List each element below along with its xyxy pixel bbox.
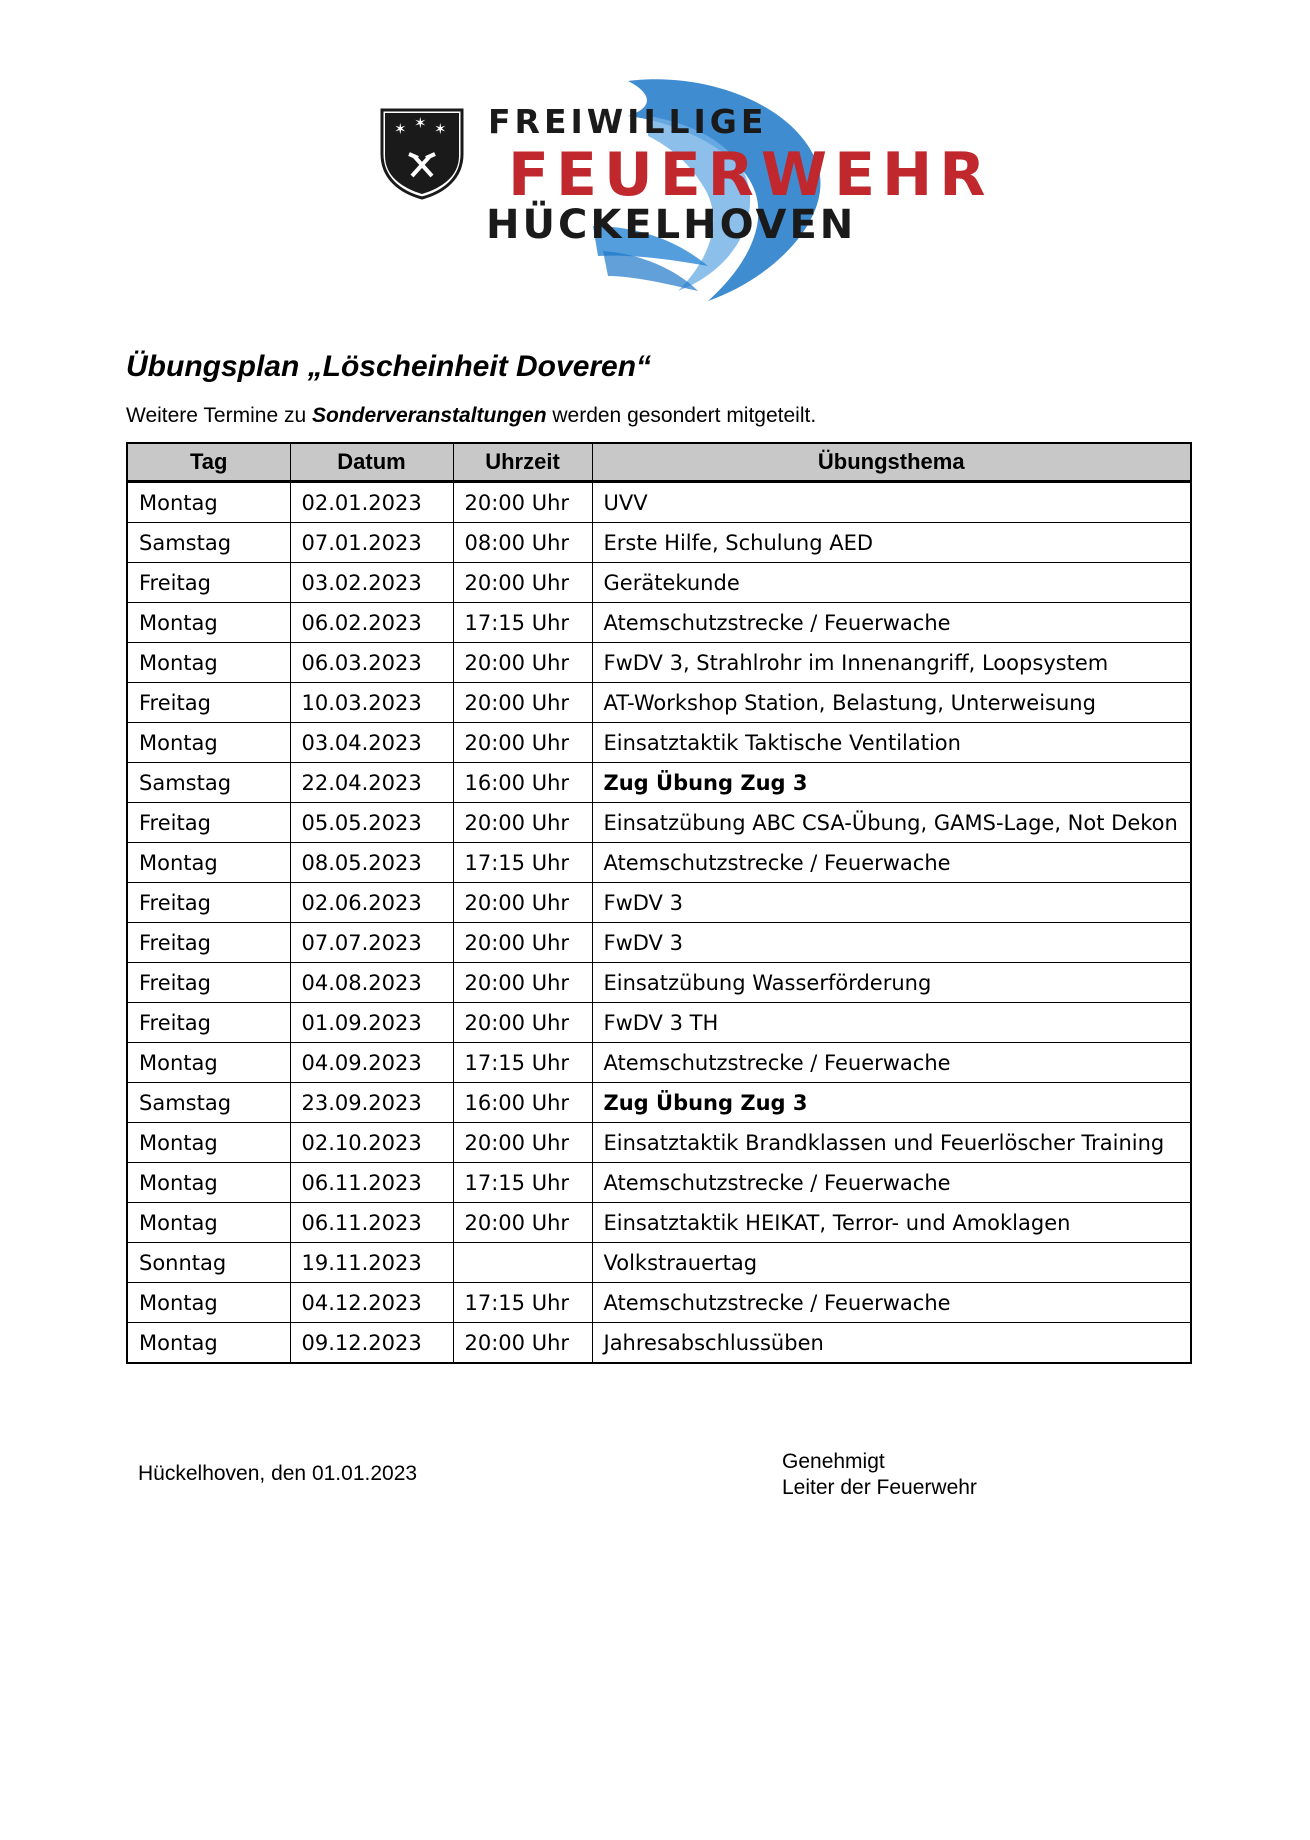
cell-thema: FwDV 3, Strahlrohr im Innenangriff, Loopsystem <box>592 643 1191 683</box>
cell-datum: 19.11.2023 <box>290 1243 453 1283</box>
table-row <box>127 883 1191 923</box>
cell-thema: Volkstrauertag <box>592 1243 1191 1283</box>
table-row <box>127 803 1191 843</box>
cell-tag: Montag <box>127 1323 290 1364</box>
cell-datum: 05.05.2023 <box>290 803 453 843</box>
table-row <box>127 643 1191 683</box>
cell-datum: 06.11.2023 <box>290 1203 453 1243</box>
table-body <box>127 482 1191 1364</box>
cell-tag: Montag <box>127 603 290 643</box>
cell-datum: 06.02.2023 <box>290 603 453 643</box>
cell-uhrzeit: 20:00 Uhr <box>453 482 592 523</box>
cell-datum: 02.01.2023 <box>290 482 453 523</box>
table-row <box>127 1283 1191 1323</box>
cell-uhrzeit: 17:15 Uhr <box>453 843 592 883</box>
table-row <box>127 563 1191 603</box>
cell-thema: FwDV 3 TH <box>592 1003 1191 1043</box>
subtitle-after: werden gesondert mitgeteilt. <box>546 404 817 427</box>
cell-datum: 06.11.2023 <box>290 1163 453 1203</box>
table-row <box>127 482 1191 523</box>
cell-datum: 06.03.2023 <box>290 643 453 683</box>
fire-brigade-logo <box>378 76 993 306</box>
svg-text:✶: ✶ <box>414 114 427 132</box>
column-header-tag: Tag <box>127 443 290 482</box>
cell-tag: Montag <box>127 1123 290 1163</box>
cell-tag: Freitag <box>127 883 290 923</box>
cell-thema: Atemschutzstrecke / Feuerwache <box>592 1043 1191 1083</box>
cell-thema: Atemschutzstrecke / Feuerwache <box>592 1283 1191 1323</box>
cell-uhrzeit: 16:00 Uhr <box>453 1083 592 1123</box>
cell-thema: Einsatztaktik Taktische Ventilation <box>592 723 1191 763</box>
cell-datum: 02.06.2023 <box>290 883 453 923</box>
table-row <box>127 963 1191 1003</box>
cell-uhrzeit: 17:15 Uhr <box>453 1163 592 1203</box>
cell-datum: 08.05.2023 <box>290 843 453 883</box>
cell-thema: UVV <box>592 482 1191 523</box>
cell-thema: Atemschutzstrecke / Feuerwache <box>592 603 1191 643</box>
table-row <box>127 1043 1191 1083</box>
cell-tag: Freitag <box>127 1003 290 1043</box>
cell-datum: 02.10.2023 <box>290 1123 453 1163</box>
table-row <box>127 1243 1191 1283</box>
cell-tag: Sonntag <box>127 1243 290 1283</box>
table-row <box>127 603 1191 643</box>
cell-tag: Montag <box>127 843 290 883</box>
cell-tag: Freitag <box>127 963 290 1003</box>
approval-role: Leiter der Feuerwehr <box>782 1476 977 1499</box>
cell-datum: 09.12.2023 <box>290 1323 453 1364</box>
cell-uhrzeit: 20:00 Uhr <box>453 723 592 763</box>
cell-uhrzeit: 20:00 Uhr <box>453 1203 592 1243</box>
cell-tag: Montag <box>127 1163 290 1203</box>
cell-tag: Montag <box>127 1203 290 1243</box>
table-row <box>127 763 1191 803</box>
cell-datum: 07.07.2023 <box>290 923 453 963</box>
cell-uhrzeit: 20:00 Uhr <box>453 1123 592 1163</box>
cell-uhrzeit: 20:00 Uhr <box>453 1003 592 1043</box>
cell-tag: Freitag <box>127 923 290 963</box>
page-title: Übungsplan „Löscheinheit Doveren“ <box>126 350 652 383</box>
cell-uhrzeit: 20:00 Uhr <box>453 563 592 603</box>
cell-uhrzeit: 17:15 Uhr <box>453 1283 592 1323</box>
cell-datum: 03.04.2023 <box>290 723 453 763</box>
cell-uhrzeit: 17:15 Uhr <box>453 1043 592 1083</box>
cell-uhrzeit: 20:00 Uhr <box>453 643 592 683</box>
table-row <box>127 1003 1191 1043</box>
svg-text:✶: ✶ <box>434 120 447 138</box>
cell-datum: 04.09.2023 <box>290 1043 453 1083</box>
cell-thema: FwDV 3 <box>592 923 1191 963</box>
cell-datum: 23.09.2023 <box>290 1083 453 1123</box>
cell-datum: 01.09.2023 <box>290 1003 453 1043</box>
cell-thema: Erste Hilfe, Schulung AED <box>592 523 1191 563</box>
coat-of-arms-icon <box>382 110 462 198</box>
cell-tag: Montag <box>127 1283 290 1323</box>
table-header-row <box>127 443 1191 482</box>
cell-uhrzeit: 20:00 Uhr <box>453 803 592 843</box>
cell-thema: Einsatzübung Wasserförderung <box>592 963 1191 1003</box>
column-header-datum: Datum <box>290 443 453 482</box>
cell-datum: 03.02.2023 <box>290 563 453 603</box>
table-row <box>127 1123 1191 1163</box>
cell-uhrzeit: 20:00 Uhr <box>453 963 592 1003</box>
table-row <box>127 1203 1191 1243</box>
cell-thema: Atemschutzstrecke / Feuerwache <box>592 843 1191 883</box>
cell-thema: Einsatzübung ABC CSA-Übung, GAMS-Lage, Not Dekon <box>592 803 1191 843</box>
table-row <box>127 523 1191 563</box>
cell-uhrzeit: 20:00 Uhr <box>453 883 592 923</box>
cell-uhrzeit: 20:00 Uhr <box>453 1323 592 1364</box>
page-subtitle <box>126 404 816 428</box>
cell-datum: 07.01.2023 <box>290 523 453 563</box>
cell-thema: Einsatztaktik HEIKAT, Terror- und Amoklagen <box>592 1203 1191 1243</box>
cell-thema: Atemschutzstrecke / Feuerwache <box>592 1163 1191 1203</box>
cell-tag: Montag <box>127 1043 290 1083</box>
cell-tag: Montag <box>127 723 290 763</box>
cell-thema: Jahresabschlussüben <box>592 1323 1191 1364</box>
table-row <box>127 843 1191 883</box>
cell-uhrzeit: 20:00 Uhr <box>453 923 592 963</box>
cell-datum: 04.08.2023 <box>290 963 453 1003</box>
cell-thema: Zug Übung Zug 3 <box>592 763 1191 803</box>
cell-thema: Einsatztaktik Brandklassen und Feuerlöscher Training <box>592 1123 1191 1163</box>
table-row <box>127 683 1191 723</box>
logo-text-feuerwehr: FEUERWEHR <box>508 140 993 210</box>
logo-text-freiwillige: FREIWILLIGE <box>488 102 768 141</box>
cell-datum: 04.12.2023 <box>290 1283 453 1323</box>
approval-label: Genehmigt <box>782 1450 885 1473</box>
table-row <box>127 923 1191 963</box>
cell-tag: Montag <box>127 643 290 683</box>
cell-tag: Samstag <box>127 523 290 563</box>
column-header-uhrzeit: Uhrzeit <box>453 443 592 482</box>
cell-uhrzeit: 08:00 Uhr <box>453 523 592 563</box>
cell-uhrzeit <box>453 1243 592 1283</box>
cell-thema: Zug Übung Zug 3 <box>592 1083 1191 1123</box>
subtitle-before: Weitere Termine zu <box>126 404 312 427</box>
svg-text:✶: ✶ <box>394 120 407 138</box>
cell-tag: Freitag <box>127 563 290 603</box>
cell-uhrzeit: 17:15 Uhr <box>453 603 592 643</box>
column-header-thema: Übungsthema <box>592 443 1191 482</box>
table-row <box>127 1323 1191 1364</box>
cell-thema: AT-Workshop Station, Belastung, Unterweisung <box>592 683 1191 723</box>
table-row <box>127 1083 1191 1123</box>
cell-uhrzeit: 20:00 Uhr <box>453 683 592 723</box>
logo-text-hueckelhoven: HÜCKELHOVEN <box>486 202 857 248</box>
cell-tag: Samstag <box>127 1083 290 1123</box>
cell-uhrzeit: 16:00 Uhr <box>453 763 592 803</box>
cell-thema: Gerätekunde <box>592 563 1191 603</box>
place-and-date: Hückelhoven, den 01.01.2023 <box>138 1462 418 1485</box>
table-row <box>127 1163 1191 1203</box>
training-schedule-table <box>126 442 1192 1364</box>
cell-tag: Freitag <box>127 803 290 843</box>
cell-thema: FwDV 3 <box>592 883 1191 923</box>
cell-datum: 22.04.2023 <box>290 763 453 803</box>
table-row <box>127 723 1191 763</box>
cell-tag: Montag <box>127 482 290 523</box>
cell-tag: Samstag <box>127 763 290 803</box>
approval-block <box>782 1449 977 1501</box>
subtitle-emphasis: Sonderveranstaltungen <box>311 404 547 427</box>
cell-datum: 10.03.2023 <box>290 683 453 723</box>
cell-tag: Freitag <box>127 683 290 723</box>
